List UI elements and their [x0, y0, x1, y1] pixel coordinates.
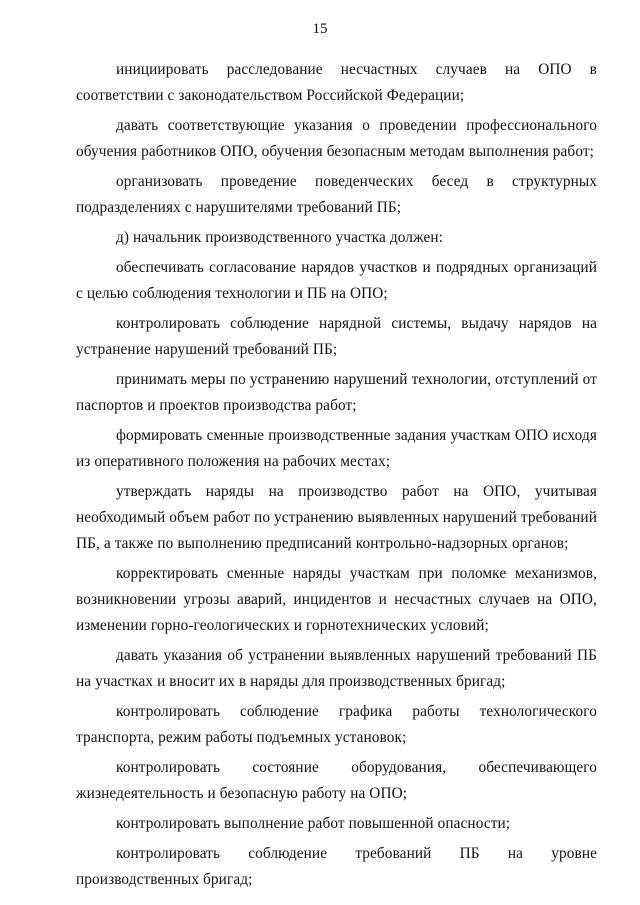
- paragraph: контролировать соблюдение требований ПБ на уровне производственных бригад;: [76, 845, 597, 888]
- paragraph: давать соответствующие указания о проведении профессионального обучения работников ОПО, обучения безопасным методам выполнения работ;: [76, 117, 597, 160]
- paragraph: контролировать соблюдение графика работы технологического транспорта, режим работы подъемных установок;: [76, 703, 597, 746]
- paragraph: обеспечивать согласование нарядов участков и подрядных организаций с целью соблюдения технологии и ПБ на ОПО;: [76, 259, 597, 302]
- paragraph: контролировать состояние оборудования, обеспечивающего жизнедеятельность и безопасную работу на ОПО;: [76, 759, 597, 802]
- paragraph: организовать проведение поведенческих бесед в структурных подразделениях с нарушителями требований ПБ;: [76, 173, 597, 216]
- paragraph: контролировать выполнение работ повышенной опасности;: [116, 815, 511, 832]
- page-number: 15: [312, 21, 328, 37]
- paragraph: корректировать сменные наряды участкам при поломке механизмов, возникновении угрозы аварий, инцидентов и несчастных случаев на ОПО, изменении горно-геологических и горнотехнических условий;: [76, 565, 597, 634]
- paragraph: инициировать расследование несчастных случаев на ОПО в соответствии с законодательством Российской Федерации;: [76, 61, 597, 104]
- paragraph: формировать сменные производственные задания участкам ОПО исходя из оперативного положения на рабочих местах;: [76, 427, 597, 470]
- paragraph: принимать меры по устранению нарушений технологии, отступлений от паспортов и проектов производства работ;: [76, 371, 597, 414]
- document-body: [76, 57, 597, 893]
- section-heading: д) начальник производственного участка должен:: [116, 229, 443, 246]
- paragraph: давать указания об устранении выявленных нарушений требований ПБ на участках и вносит их в наряды для производственных бригад;: [76, 647, 597, 690]
- paragraph: утверждать наряды на производство работ на ОПО, учитывая необходимый объем работ по устранению выявленных нарушений требований ПБ, а также по выполнению предписаний контрольно-надзорных органов;: [76, 483, 597, 552]
- paragraph: контролировать соблюдение нарядной системы, выдачу нарядов на устранение нарушений требований ПБ;: [76, 315, 597, 358]
